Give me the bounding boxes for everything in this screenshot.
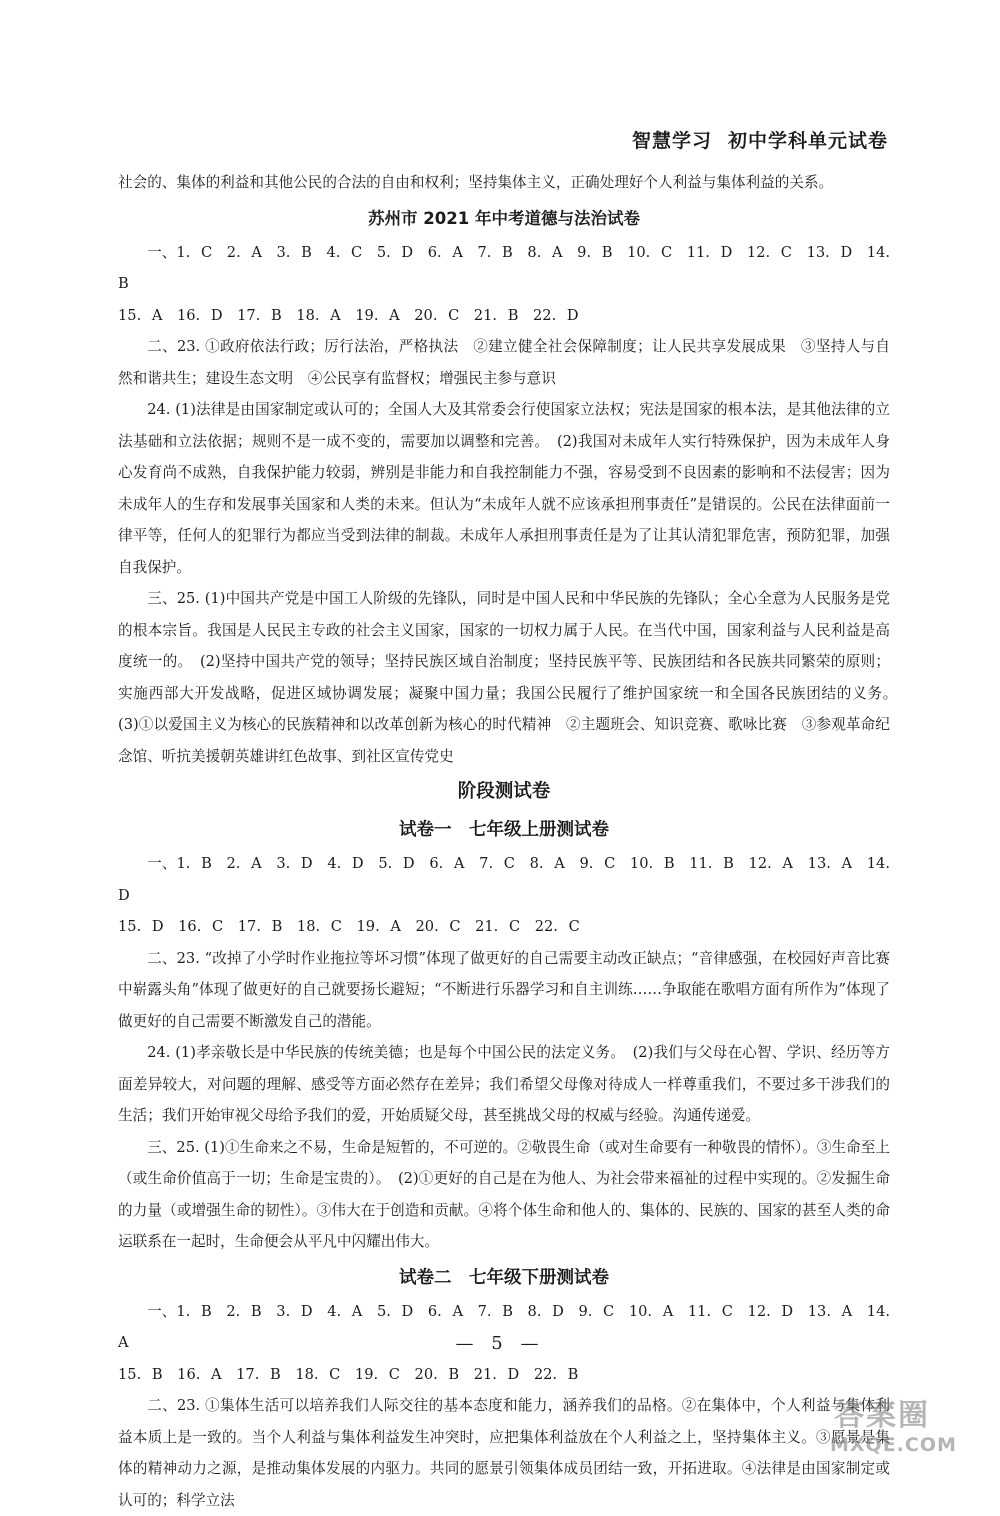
section2-title: 试卷一 七年级上册测试卷 xyxy=(399,820,609,840)
section2-q25: 三、25. (1)①生命来之不易，生命是短暂的，不可逆的。②敬畏生命（或对生命要有一种敬畏的情怀）。③生命至上（或生命价值高于一切；生命是宝贵的）。 (2)①更好的自己是在为他人、为社会带来福祉的过程中实现的。②发掘生命的力量（或增强生命的韧性）。③伟大在于创造和贡献。④将个体生命和他人的、集体的、民族的、国家的甚至人类的命运联系在一起时，生命便会从平凡中闪耀出伟大。 xyxy=(118,1138,890,1250)
section1-q25: 三、25. (1)中国共产党是中国工人阶级的先锋队，同时是中国人民和中华民族的先锋队；全心全意为人民服务是党的根本宗旨。我国是人民民主专政的社会主义国家，国家的一切权力属于人民。在当代中国，国家利益与人民利益是高度统一的。 (2)坚持中国共产党的领导；坚持民族区域自治制度；坚持民族平等、民族团结和各民族共同繁荣的原则；实施西部大开发战略，促进区域协调发展；凝聚中国力量；我国公民履行了维护国家统一和全国各民族团结的义务。 (3)①以爱国主义为核心的民族精神和以改革创新为核心的时代精神 ②主题班会、知识竞赛、歌咏比赛 ③参观革命纪念馆、听抗美援朝英雄讲红色故事、到社区宣传党史 xyxy=(118,590,905,765)
stage-test-title: 阶段测试卷 xyxy=(457,781,551,802)
section1-q24: 24. (1)法律是由国家制定或认可的；全国人大及其常委会行使国家立法权；宪法是国家的根本法，是其他法律的立法基础和立法依据；规则不是一成不变的，需要加以调整和完善。 (2)我国对未成年人实行特殊保护，因为未成年人身心发育尚不成熟，自我保护能力较弱，辨别是非能力和自我控制能力不强，容易受到不良因素的影响和不法侵害；因为未成年人的生存和发展事关国家和人类的未来。但认为“未成年人就不应该承担刑事责任”是错误的。公民在法律面前一律平等，任何人的犯罪行为都应当受到法律的制裁。未成年人承担刑事责任是为了让其认清犯罪危害，预防犯罪，加强自我保护。 xyxy=(118,401,890,576)
watermark-main-text: 答案圈 xyxy=(834,1398,930,1433)
section1-choice-answers-2: 15. A 16. D 17. B 18. A 19. A 20. C 21. B 22. D xyxy=(118,306,579,324)
watermark-logo xyxy=(812,1390,987,1460)
section2-choice-answers-2: 15. D 16. C 17. B 18. C 19. A 20. C 21. C 22. C xyxy=(118,918,580,935)
section3-choice-answers-1: 一、1. B 2. B 3. D 4. A 5. D 6. A 7. B 8. D 9. C 10. A 11. C 12. D 13. A 14. A xyxy=(118,1302,890,1351)
intro-paragraph: 社会的、集体的利益和其他公民的合法的自由和权利；坚持集体主义，正确处理好个人利益与集体利益的关系。 xyxy=(118,174,834,191)
page-number: — 5 — xyxy=(455,1333,545,1354)
section1-title: 苏州市 2021 年中考道德与法治试卷 xyxy=(368,208,640,228)
section3-choice-answers-2: 15. B 16. A 17. B 18. C 19. C 20. B 21. D 22. B xyxy=(118,1365,579,1383)
watermark-sub-text: MXQE.COM xyxy=(830,1434,957,1456)
section2-q24: 24. (1)孝亲敬长是中华民族的传统美德；也是每个中国公民的法定义务。 (2)我们与父母在心智、学识、经历等方面差异较大，对问题的理解、感受等方面必然存在差异；我们希望父母像对待成人一样尊重我们，不要过多干涉我们的生活；我们开始审视父母给予我们的爱，开始质疑父母，甚至挑战父母的权威与经验。沟通传递爱。 xyxy=(118,1044,890,1124)
section1-choice-answers-1: 一、1. C 2. A 3. B 4. C 5. D 6. A 7. B 8. A 9. B 10. C 11. D 12. C 13. D 14. B xyxy=(118,243,890,292)
section3-q23: 二、23. ①集体生活可以培养我们人际交往的基本态度和能力，涵养我们的品格。②在集体中，个人利益与集体利益本质上是一致的。当个人利益与集体利益发生冲突时，应把集体利益放在个人利益之上，坚持集体主义。③愿景是集体的精神动力之源，是推动集体发展的内驱力。共同的愿景引领集体成员团结一致，开拓进取。④法律是由国家制定或认可的；科学立法 xyxy=(118,1397,890,1509)
header-book-name: 初中学科单元试卷 xyxy=(727,130,888,152)
section1-q23: 二、23. ①政府依法行政；厉行法治，严格执法 ②建立健全社会保障制度；让人民共享发展成果 ③坚持人与自然和谐共生；建设生态文明 ④公民享有监督权；增强民主参与意识 xyxy=(118,338,890,387)
section3-title: 试卷二 七年级下册测试卷 xyxy=(399,1267,609,1288)
header-series-name: 智慧学习 xyxy=(631,130,712,152)
section2-q23: 二、23. “改掉了小学时作业拖拉等坏习惯”体现了做更好的自己需要主动改正缺点；“音律感强，在校园好声音比赛中崭露头角”体现了做更好的自己就要扬长避短；“不断进行乐器学习和自主训练……争取能在歌唱方面有所作为”体现了做更好的自己需要不断激发自己的潜能。 xyxy=(118,949,891,1030)
page-header xyxy=(632,126,888,153)
section2-choice-answers-1: 一、1. B 2. A 3. D 4. D 5. D 6. A 7. C 8. A 9. C 10. B 11. B 12. A 13. A 14. D xyxy=(118,855,890,904)
